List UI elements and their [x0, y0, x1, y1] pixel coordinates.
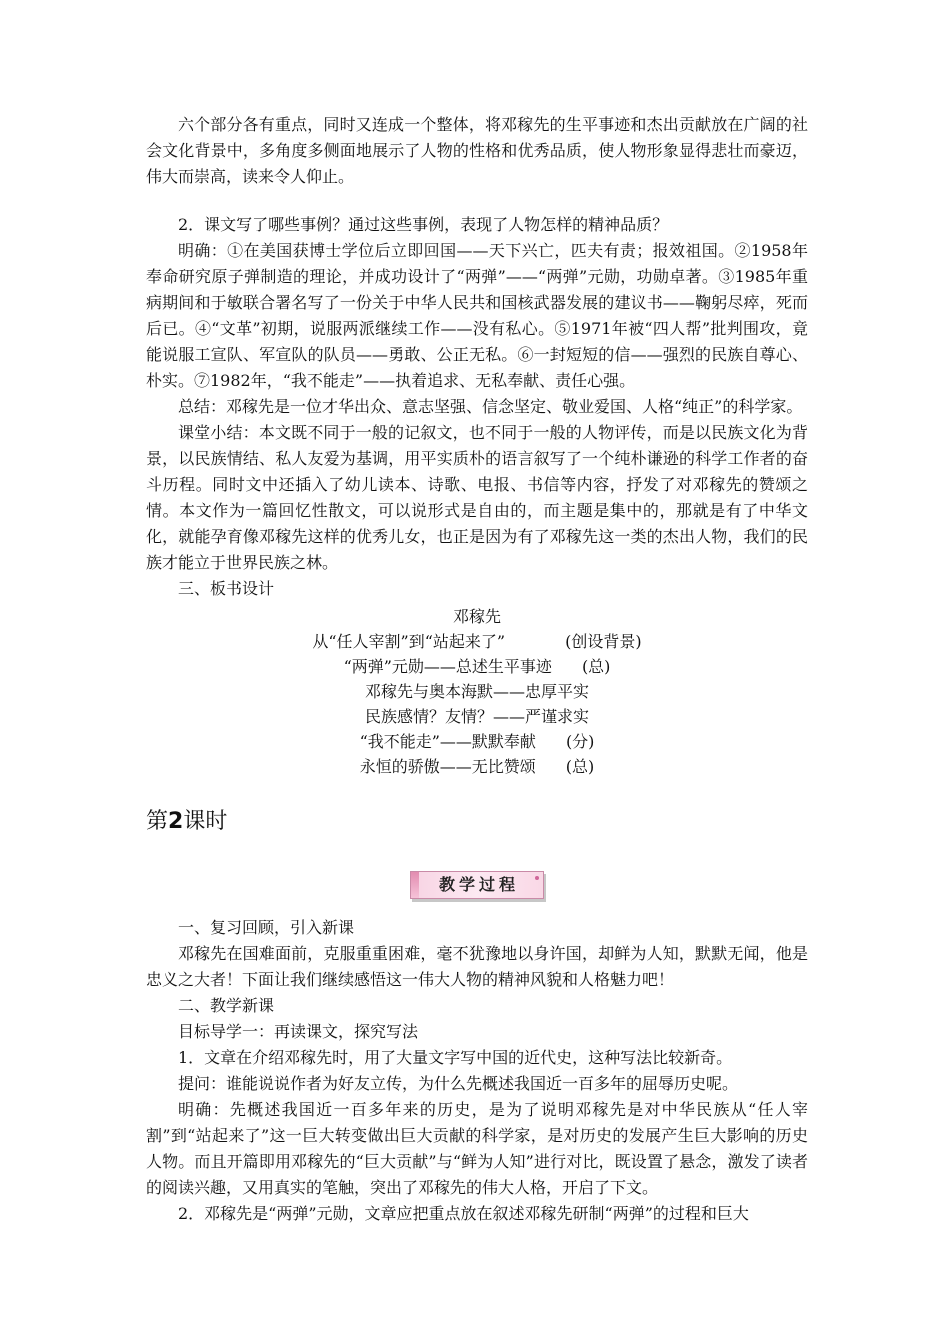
- review-paragraph: 邓稼先在国难面前，克服重重困难，毫不犹豫地以身许国，却鲜为人知，默默无闻，他是忠义之大者！下面让我们继续感悟这一伟大人物的精神风貌和人格魅力吧！: [146, 944, 808, 989]
- teaching-process-banner-wrap: [146, 871, 808, 901]
- class-summary-paragraph: 课堂小结：本文既不同于一般的记叙文，也不同于一般的人物评传，而是以民族文化为背景，以民族情结、私人友爱为基调，用平实质朴的语言叙写了一个纯朴谦逊的科学工作者的奋斗历程。同时文中还插入了幼儿读本、诗歌、电报、书信等内容，抒发了对邓稼先的赞颂之情。本文作为一篇回忆性散文，可以说形式是自由的，而主题是集中的，那就是有了中华文化，就能孕育像邓稼先这样的优秀儿女，也正是因为有了邓稼先这一类的杰出人物，我们的民族才能立于世界民族之林。: [146, 423, 808, 572]
- banner-text: 教学过程: [438, 875, 519, 894]
- board-line-2: [146, 654, 808, 679]
- question-2-continued: 2．邓稼先是“两弹”元勋，文章应把重点放在叙述邓稼先研制“两弹”的过程和巨大: [178, 1204, 749, 1223]
- board-design-heading: 三、板书设计: [178, 579, 275, 598]
- goal-heading: 目标导学一：再读课文，探究写法: [178, 1022, 419, 1041]
- board-line-text: 永恒的骄傲——无比赞颂: [359, 757, 536, 776]
- board-line-text: “两弹”元勋——总述生平事迹: [343, 657, 552, 676]
- teaching-process-banner: [410, 871, 544, 899]
- board-line-note: (分): [565, 732, 595, 751]
- board-line-note: (创设背景): [565, 632, 642, 651]
- board-line-1: [146, 629, 808, 654]
- summary-paragraph: 总结：邓稼先是一位才华出众、意志坚强、信念坚定、敬业爱国、人格“纯正”的科学家。: [178, 397, 803, 416]
- question-1: 1．文章在介绍邓稼先时，用了大量文字写中国的近代史，这种写法比较新奇。: [178, 1048, 733, 1067]
- section-heading-review: 一、复习回顾，引入新课: [178, 918, 355, 937]
- board-line-5: [146, 729, 808, 754]
- board-line-6: [146, 754, 808, 779]
- board-line-note: (总): [565, 757, 595, 776]
- lesson-title-number: 2: [168, 809, 184, 834]
- board-design: [146, 604, 808, 779]
- paragraph-structure-summary: 六个部分各有重点，同时又连成一个整体，将邓稼先的生平事迹和杰出贡献放在广阔的社会文化背景中，多角度多侧面地展示了人物的性格和优秀品质，使人物形象显得悲壮而豪迈，伟大而崇高，读来令人仰止。: [146, 115, 808, 186]
- board-line-note: (总): [581, 657, 611, 676]
- lesson-2-title: [146, 807, 808, 837]
- banner-edge-decoration: [411, 872, 419, 898]
- board-line-text: 民族感情？友情？——严谨求实: [364, 707, 589, 726]
- banner-dot-icon: [535, 876, 539, 880]
- question-2: 2．课文写了哪些事例？通过这些事例，表现了人物怎样的精神品质？: [178, 215, 669, 234]
- board-line-text: 从“任人宰割”到“站起来了”: [312, 632, 506, 651]
- board-line-text: “我不能走”——默默奉献: [359, 732, 536, 751]
- board-line-4: [146, 704, 808, 729]
- document-body: [146, 112, 808, 1227]
- lesson-title-prefix: 第: [146, 809, 169, 834]
- answer-1: 明确：先概述我国近一百多年来的历史，是为了说明邓稼先是对中华民族从“任人宰割”到“站起来了”这一巨大转变做出巨大贡献的科学家，是对历史的发展产生巨大影响的历史人物。而且开篇即用邓稼先的“巨大贡献”与“鲜为人知”进行对比，既设置了悬念，激发了读者的阅读兴趣，又用真实的笔触，突出了邓稼先的伟大人格，开启了下文。: [146, 1100, 808, 1197]
- lesson-title-suffix: 课时: [183, 809, 228, 834]
- answer-2: 明确：①在美国获博士学位后立即回国——天下兴亡，匹夫有责；报效祖国。②1958年奉命研究原子弹制造的理论，并成功设计了“两弹”——“两弹”元勋，功勋卓著。③1985年重病期间和于敏联合署名写了一份关于中华人民共和国核武器发展的建议书——鞠躬尽瘁，死而后已。④“文革”初期，说服两派继续工作——没有私心。⑤1971年被“四人帮”批判围攻，竟能说服工宣队、军宣队的队员——勇敢、公正无私。⑥一封短短的信——强烈的民族自尊心、朴实。⑦1982年，“我不能走”——执着追求、无私奉献、责任心强。: [146, 241, 808, 390]
- section-heading-new-lesson: 二、教学新课: [178, 996, 275, 1015]
- board-title: 邓稼先: [452, 607, 501, 626]
- paragraph-gap: [146, 190, 808, 212]
- teacher-question: 提问：谁能说说作者为好友立传，为什么先概述我国近一百多年的屈辱历史呢。: [178, 1074, 739, 1093]
- board-line-text: 邓稼先与奥本海默——忠厚平实: [364, 682, 589, 701]
- board-line-3: [146, 679, 808, 704]
